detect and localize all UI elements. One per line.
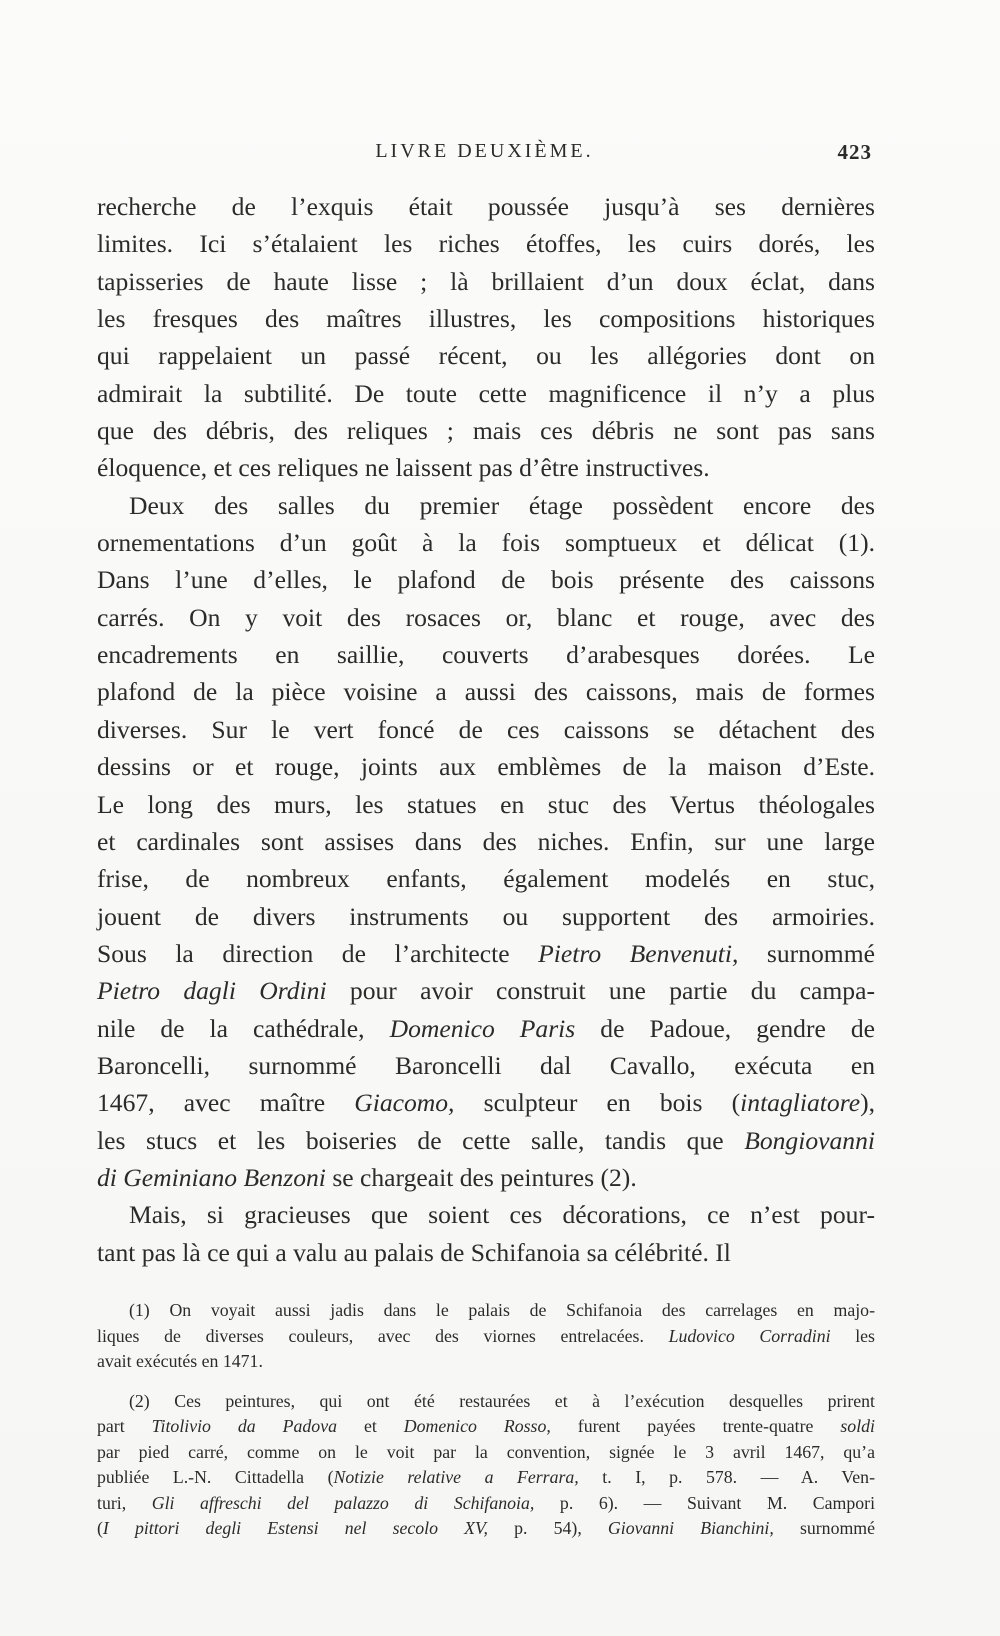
text-line (97, 1159, 875, 1196)
text-line: Deux des salles du premier étage possèdent encore des (129, 490, 875, 520)
text-run: ), (860, 1088, 875, 1118)
text-line: Dans l’une d’elles, le plafond de bois présente des caissons (97, 565, 875, 595)
text-line: tant pas là ce qui a valu au palais de Schifanoia sa célébrité. Il (97, 1237, 731, 1267)
book-title: Notizie relative a Ferrara, (333, 1467, 579, 1487)
text-line: dessins or et rouge, joints aux emblèmes de la maison d’Este. (97, 752, 875, 782)
book-title: I pittori degli Estensi nel secolo XV, (102, 1518, 489, 1538)
footnote-line (97, 1414, 875, 1440)
text-line (97, 1010, 875, 1047)
text-line: les fresques des maîtres illustres, les compositions historiques (97, 304, 875, 334)
person-name: Giacomo, (354, 1088, 455, 1118)
text-line: limites. Ici s’étalaient les riches étoffes, les cuirs dorés, les (97, 229, 875, 259)
text-line (97, 1084, 875, 1121)
text-line: Mais, si gracieuses que soient ces décorations, ce n’est pour- (129, 1200, 875, 1230)
text-line: éloquence, et ces reliques ne laissent pas d’être instructives. (97, 453, 710, 483)
text-run: t. I, p. 578. — A. Ven- (602, 1467, 875, 1487)
text-run: se chargeait des peintures (2). (332, 1162, 637, 1192)
text-run: part (97, 1416, 125, 1436)
text-run: les stucs et les boiseries de cette salle, tandis que (97, 1125, 724, 1155)
footnote-line: par pied carré, comme on le voit par la convention, signée le 3 avril 1467, qu’a (97, 1441, 875, 1462)
footnote-spacer (97, 1375, 875, 1389)
book-title: Gli affreschi del palazzo di Schifanoia, (151, 1492, 535, 1513)
text-run: ( (97, 1518, 103, 1538)
page-number: 423 (837, 140, 872, 164)
person-name: Giovanni Bianchini, (607, 1518, 774, 1538)
text-run: furent payées trente-quatre (577, 1416, 814, 1436)
text-line: admirait la subtilité. De toute cette magnificence il n’y a plus (97, 378, 875, 408)
person-name: Bongiovanni (744, 1125, 875, 1155)
text-run: 1467, avec maître (97, 1088, 326, 1118)
text-line: qui rappelaient un passé récent, ou les allégories dont on (97, 341, 875, 371)
text-line: Baroncelli, surnommé Baroncelli dal Cavallo, exécuta en (97, 1050, 875, 1080)
text-run: liques de diverses couleurs, avec des viornes entrelacées. (97, 1325, 644, 1346)
text-line: tapisseries de haute lisse ; là brillaient d’un doux éclat, dans (97, 266, 875, 296)
text-line: frise, de nombreux enfants, également modelés en stuc, (97, 864, 875, 894)
text-line: plafond de la pièce voisine a aussi des caissons, mais de formes (97, 677, 875, 707)
text-run: les (855, 1325, 875, 1346)
person-name: Pietro dagli Ordini (97, 976, 327, 1006)
text-run: surnommé (799, 1518, 876, 1538)
text-run: et (363, 1416, 377, 1436)
main-text (97, 188, 875, 1271)
running-title: LIVRE DEUXIÈME. (375, 140, 594, 162)
text-run: nile de la cathédrale, (97, 1013, 365, 1043)
footnotes (97, 1298, 875, 1542)
text-run: turi, (97, 1492, 127, 1513)
text-line: recherche de l’exquis était poussée jusqu’à ses dernières (97, 192, 875, 221)
text-run: publiée L.-N. Cittadella ( (97, 1467, 334, 1487)
person-name: Pietro Benvenuti, (538, 938, 739, 968)
italic-term: intagliatore (740, 1088, 861, 1118)
text-line: jouent de divers instruments ou supportent des armoiries. (97, 901, 875, 931)
person-name: Domenico Paris (389, 1013, 576, 1043)
person-name: Domenico Rosso, (403, 1416, 551, 1436)
person-name: Titolivio da Padova (151, 1416, 337, 1436)
footnote-2 (97, 1389, 875, 1542)
text-line (97, 972, 875, 1009)
footnote-line: (1) On voyait aussi jadis dans le palais de Schifanoia des carrelages en majo- (129, 1300, 875, 1320)
footnote-line (97, 1324, 875, 1350)
footnote-line (97, 1465, 875, 1491)
footnote-line: (2) Ces peintures, qui ont été restaurées et à l’exécution desquelles prirent (129, 1390, 875, 1411)
text-run: sculpteur en bois ( (483, 1088, 741, 1118)
text-line (97, 1122, 875, 1159)
text-line: encadrements en saillie, couverts d’arabesques dorées. Le (97, 640, 875, 670)
text-line: carrés. On y voit des rosaces or, blanc et rouge, avec des (97, 602, 875, 632)
footnote-1 (97, 1298, 875, 1375)
text-line: diverses. Sur le vert foncé de ces caissons se détachent des (97, 714, 875, 744)
footnote-line: avait exécutés en 1471. (97, 1351, 263, 1371)
person-name: Ludovico Corradini (668, 1325, 831, 1346)
text-run: Sous la direction de l’architecte (97, 938, 510, 968)
text-line: que des débris, des reliques ; mais ces débris ne sont pas sans (97, 416, 875, 446)
text-line: Le long des murs, les statues en stuc des Vertus théologales (97, 789, 875, 819)
footnote-line (97, 1491, 875, 1517)
text-run: de Padoue, gendre de (600, 1013, 875, 1043)
text-run: pour avoir construit une partie du campa- (349, 976, 875, 1006)
footnote-line (97, 1516, 875, 1542)
text-line: et cardinales sont assises dans des niches. Enfin, sur une large (97, 826, 875, 856)
text-run: surnommé (766, 938, 875, 968)
page-header (97, 140, 872, 170)
text-line: ornementations d’un goût à la fois somptueux et délicat (1). (97, 528, 875, 558)
text-line (97, 935, 875, 972)
person-name: di Geminiano Benzoni (97, 1162, 326, 1192)
text-run: p. 54), (514, 1518, 582, 1538)
text-run: p. 6). — Suivant M. Campori (559, 1492, 876, 1513)
italic-term: soldi (840, 1416, 875, 1436)
